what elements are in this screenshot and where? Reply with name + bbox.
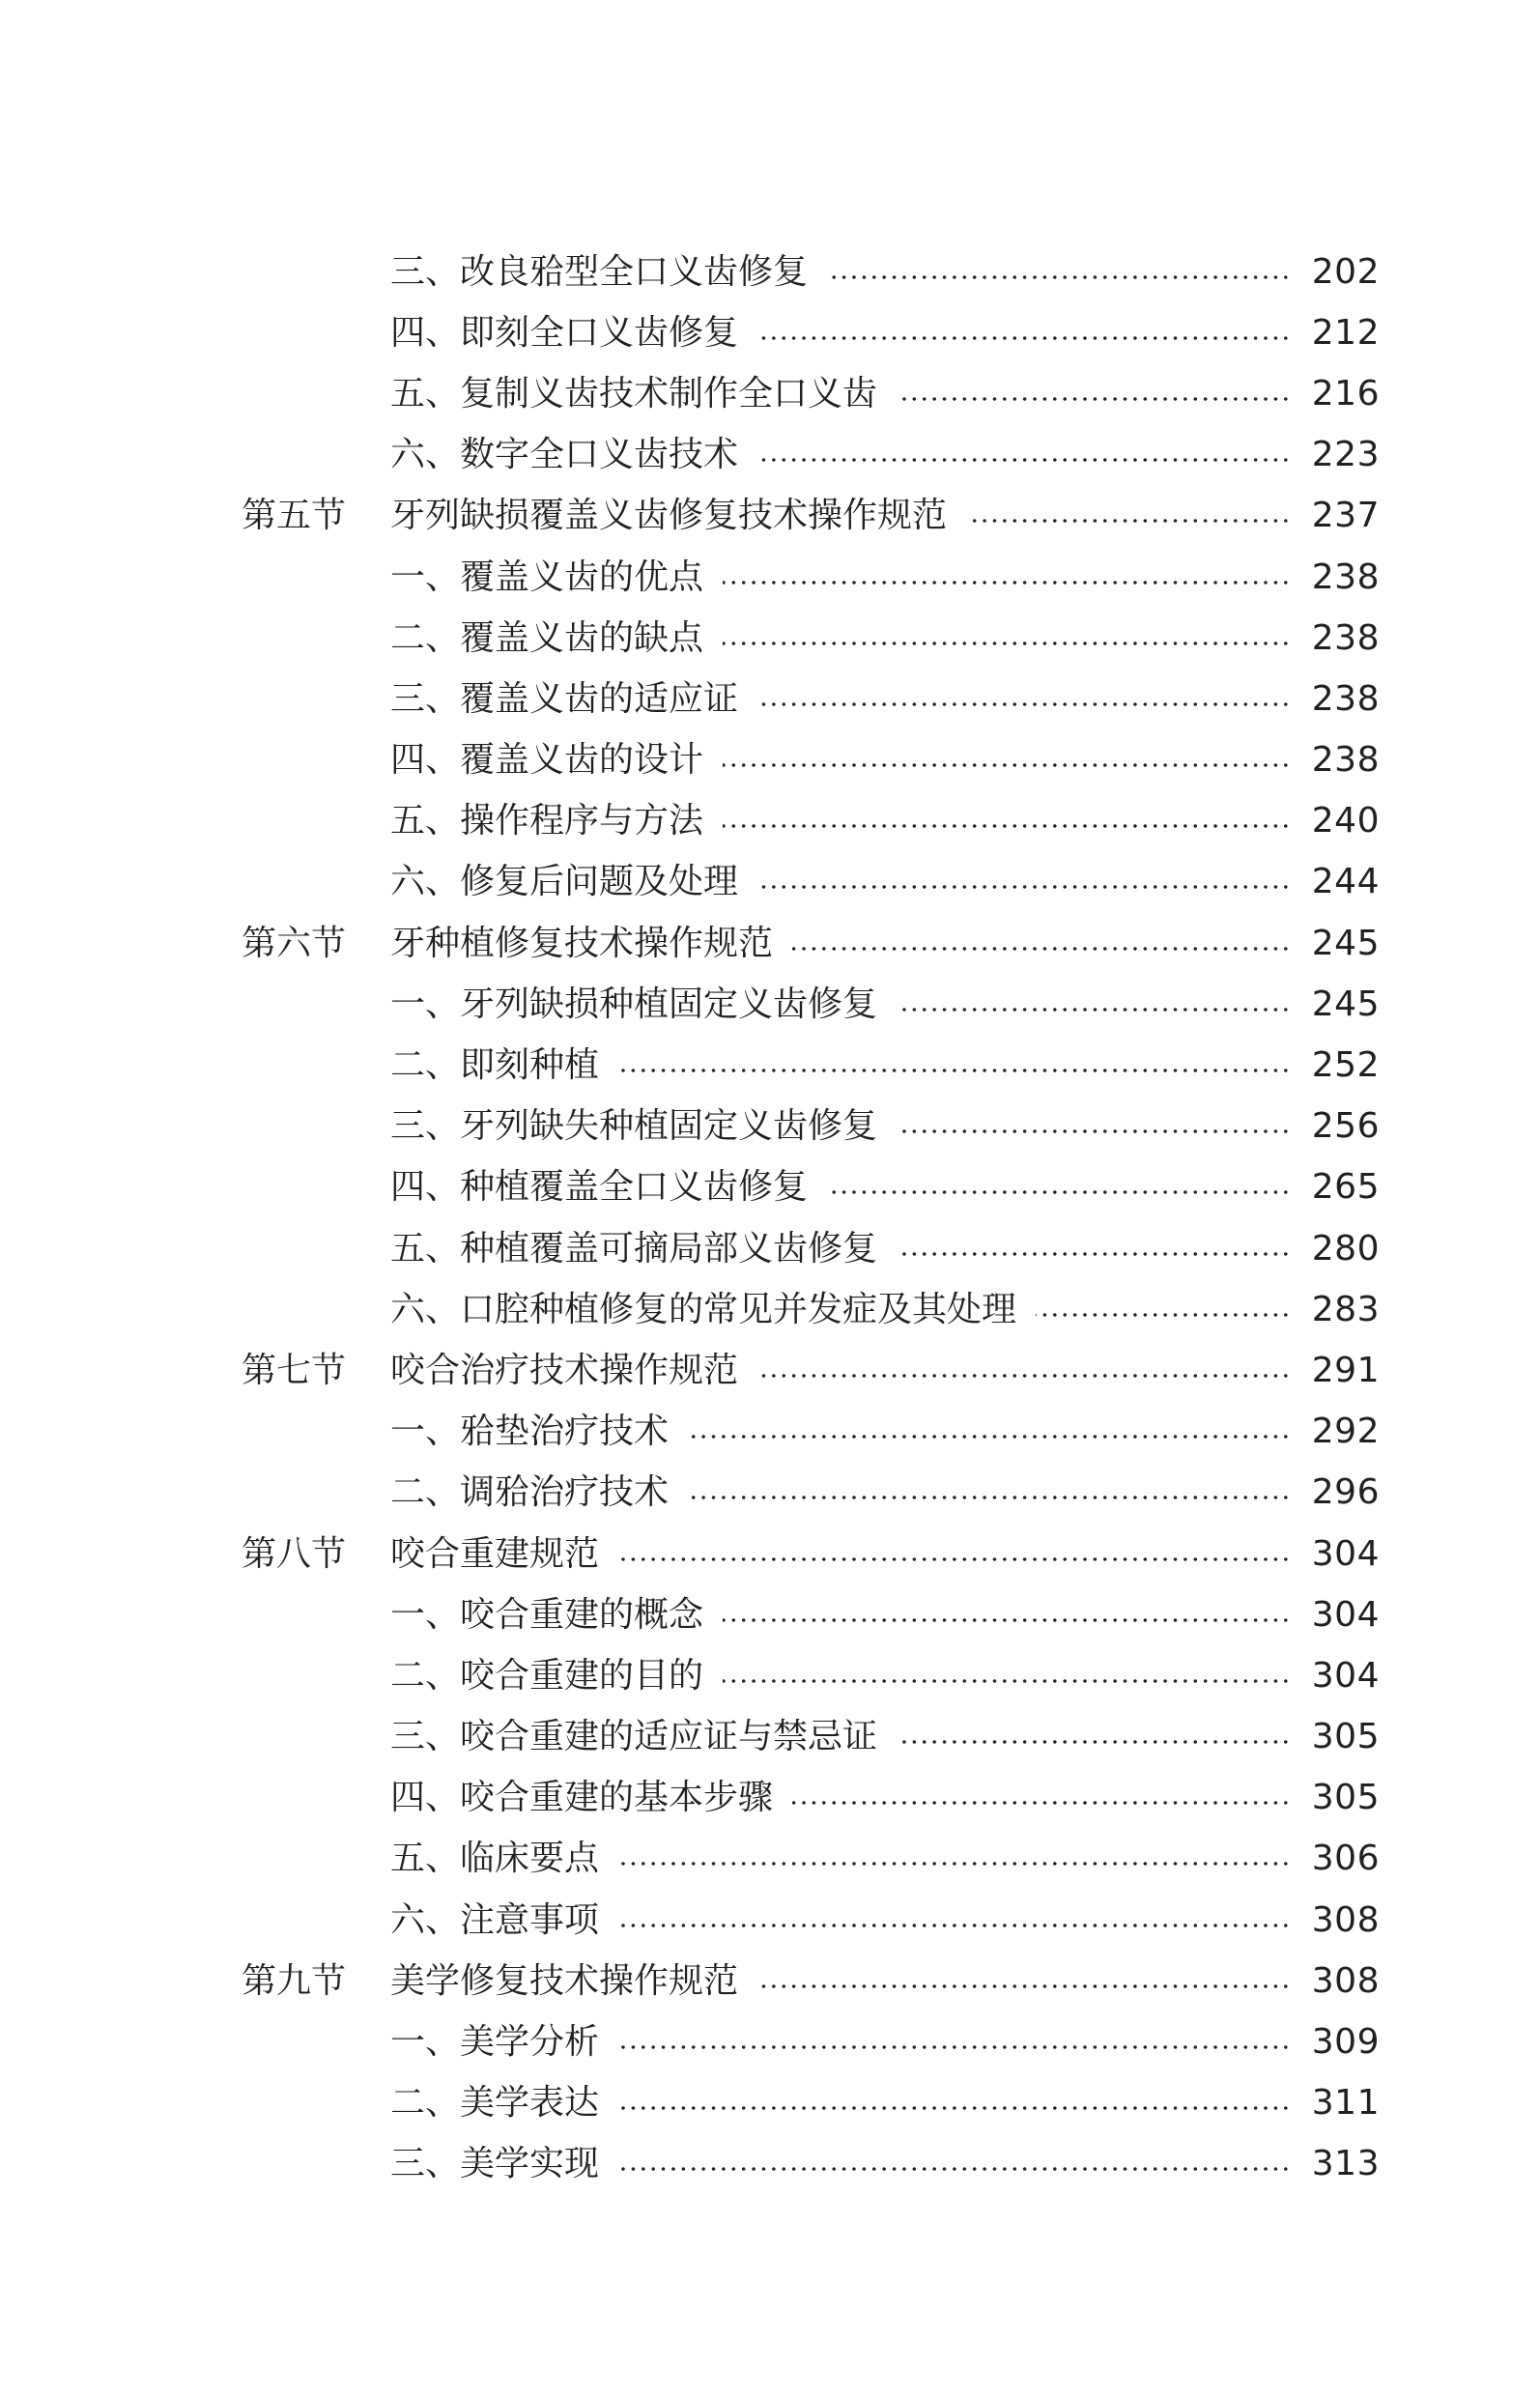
toc-entry-title: 五、复制义齿技术制作全口义齿 (390, 373, 878, 414)
toc-title-wrap (390, 1340, 1291, 1401)
dot-leader (792, 947, 1291, 951)
dot-leader (723, 581, 1291, 585)
toc-title-wrap (390, 302, 1291, 363)
toc-section-label: 第六节 (242, 923, 347, 963)
dot-leader (757, 1984, 1291, 1988)
toc-entry-title: 四、即刻全口义齿修复 (390, 312, 739, 353)
dot-leader (966, 519, 1291, 523)
toc-section-entry[interactable] (0, 486, 1540, 547)
toc-subsection-entry[interactable] (0, 242, 1540, 302)
toc-page-number: 292 (1311, 1412, 1380, 1452)
toc-title-wrap (390, 2073, 1291, 2134)
toc-entry-title: 牙种植修复技术操作规范 (390, 923, 774, 963)
toc-subsection-entry[interactable] (0, 2073, 1540, 2134)
toc-entry-title: 三、牙列缺失种植固定义齿修复 (390, 1106, 878, 1147)
toc-title-wrap (390, 2134, 1291, 2195)
toc-title-wrap (390, 1890, 1291, 1951)
toc-subsection-entry[interactable] (0, 1768, 1540, 1829)
dot-leader (897, 1129, 1291, 1133)
toc-page-number: 265 (1311, 1167, 1380, 1208)
toc-page-number: 244 (1311, 862, 1380, 902)
toc-page-number: 313 (1311, 2144, 1380, 2184)
toc-subsection-entry[interactable] (0, 608, 1540, 669)
toc-title-wrap (390, 1707, 1291, 1768)
toc-entry-title: 美学修复技术操作规范 (390, 1960, 739, 2001)
toc-title-wrap (390, 425, 1291, 486)
toc-page-number: 245 (1311, 984, 1380, 1024)
toc-entry-title: 五、种植覆盖可摘局部义齿修复 (390, 1228, 878, 1269)
toc-subsection-entry[interactable] (0, 2134, 1540, 2195)
toc-subsection-entry[interactable] (0, 425, 1540, 486)
toc-title-wrap (390, 547, 1291, 608)
toc-title-wrap (390, 974, 1291, 1035)
dot-leader (723, 642, 1291, 645)
dot-leader (723, 1679, 1291, 1683)
toc-page-number: 296 (1311, 1472, 1380, 1513)
dot-leader (897, 1008, 1291, 1012)
toc-page-number: 304 (1311, 1594, 1380, 1635)
toc-subsection-entry[interactable] (0, 1035, 1540, 1096)
dot-leader (792, 1801, 1291, 1805)
dot-leader (618, 1069, 1291, 1072)
toc-section-entry[interactable] (0, 1951, 1540, 2011)
toc-entry-title: 二、美学表达 (390, 2083, 600, 2124)
toc-title-wrap (390, 486, 1291, 547)
toc-title-wrap (390, 1157, 1291, 1218)
toc-title-wrap (390, 1218, 1291, 1279)
toc-subsection-entry[interactable] (0, 974, 1540, 1035)
toc-entry-title: 二、咬合重建的目的 (390, 1655, 704, 1696)
dot-leader (757, 336, 1291, 340)
toc-entry-title: 二、即刻种植 (390, 1045, 600, 1086)
dot-leader (757, 702, 1291, 706)
toc-page-number: 238 (1311, 617, 1380, 658)
dot-leader (897, 1252, 1291, 1256)
toc-title-wrap (390, 1584, 1291, 1645)
toc-page-number: 212 (1311, 312, 1380, 353)
toc-entry-title: 五、临床要点 (390, 1839, 600, 1879)
dot-leader (723, 763, 1291, 767)
dot-leader (897, 1740, 1291, 1744)
toc-title-wrap (390, 1524, 1291, 1584)
toc-entry-title: 三、覆盖义齿的适应证 (390, 678, 739, 719)
dot-leader (618, 1862, 1291, 1866)
toc-entry-title: 一、𬌗垫治疗技术 (390, 1412, 670, 1452)
toc-entry-title: 二、调𬌗治疗技术 (390, 1472, 670, 1513)
toc-entry-title: 六、修复后问题及处理 (390, 862, 739, 902)
toc-subsection-entry[interactable] (0, 730, 1540, 791)
toc-subsection-entry[interactable] (0, 1890, 1540, 1951)
toc-page-number: 280 (1311, 1228, 1380, 1269)
dot-leader (688, 1496, 1291, 1499)
toc-subsection-entry[interactable] (0, 1402, 1540, 1463)
toc-subsection-entry[interactable] (0, 547, 1540, 608)
dot-leader (757, 458, 1291, 462)
toc-title-wrap (390, 608, 1291, 669)
toc-section-entry[interactable] (0, 913, 1540, 974)
toc-page-number: 306 (1311, 1839, 1380, 1879)
dot-leader (723, 824, 1291, 828)
toc-page-number: 245 (1311, 923, 1380, 963)
toc-page-number: 308 (1311, 1960, 1380, 2001)
toc-entry-title: 咬合重建规范 (390, 1533, 600, 1574)
toc-title-wrap (390, 1829, 1291, 1890)
toc-section-entry[interactable] (0, 1340, 1540, 1401)
dot-leader (618, 2167, 1291, 2171)
toc-page-number: 238 (1311, 556, 1380, 597)
dot-leader (757, 885, 1291, 889)
toc-subsection-entry[interactable] (0, 2011, 1540, 2072)
toc-page-number: 304 (1311, 1533, 1380, 1574)
toc-page-number: 240 (1311, 801, 1380, 841)
toc-title-wrap (390, 1097, 1291, 1157)
toc-page-number: 305 (1311, 1778, 1380, 1818)
toc-entry-title: 五、操作程序与方法 (390, 801, 704, 841)
toc-entry-title: 咬合治疗技术操作规范 (390, 1350, 739, 1390)
table-of-contents (0, 242, 1540, 2195)
toc-entry-title: 牙列缺损覆盖义齿修复技术操作规范 (390, 496, 948, 536)
toc-entry-title: 六、数字全口义齿技术 (390, 435, 739, 475)
dot-leader (827, 275, 1291, 279)
toc-subsection-entry[interactable] (0, 1463, 1540, 1524)
toc-title-wrap (390, 1768, 1291, 1829)
toc-subsection-entry[interactable] (0, 1097, 1540, 1157)
toc-title-wrap (390, 242, 1291, 302)
toc-title-wrap (390, 1035, 1291, 1096)
toc-subsection-entry[interactable] (0, 1829, 1540, 1890)
dot-leader (688, 1435, 1291, 1439)
toc-title-wrap (390, 852, 1291, 913)
toc-title-wrap (390, 1463, 1291, 1524)
toc-entry-title: 六、口腔种植修复的常见并发症及其处理 (390, 1289, 1017, 1329)
toc-title-wrap (390, 2011, 1291, 2072)
toc-entry-title: 三、美学实现 (390, 2144, 600, 2184)
toc-page-number: 216 (1311, 373, 1380, 414)
toc-subsection-entry[interactable] (0, 791, 1540, 852)
dot-leader (897, 397, 1291, 401)
dot-leader (618, 1557, 1291, 1561)
toc-subsection-entry[interactable] (0, 1584, 1540, 1645)
toc-entry-title: 一、美学分析 (390, 2022, 600, 2063)
toc-page-number: 305 (1311, 1717, 1380, 1757)
toc-title-wrap (390, 791, 1291, 852)
dot-leader (618, 2045, 1291, 2049)
toc-subsection-entry[interactable] (0, 669, 1540, 729)
toc-page-number: 252 (1311, 1045, 1380, 1086)
toc-page-number: 237 (1311, 496, 1380, 536)
dot-leader (618, 2106, 1291, 2110)
toc-title-wrap (390, 363, 1291, 424)
toc-section-entry[interactable] (0, 1524, 1540, 1584)
toc-entry-title: 一、咬合重建的概念 (390, 1594, 704, 1635)
toc-subsection-entry[interactable] (0, 302, 1540, 363)
toc-page-number: 308 (1311, 1899, 1380, 1940)
toc-title-wrap (390, 1279, 1291, 1340)
toc-subsection-entry[interactable] (0, 363, 1540, 424)
dot-leader (757, 1374, 1291, 1378)
dot-leader (827, 1190, 1291, 1194)
toc-page-number: 283 (1311, 1289, 1380, 1329)
toc-title-wrap (390, 669, 1291, 729)
toc-page-number: 311 (1311, 2083, 1380, 2124)
toc-entry-title: 四、覆盖义齿的设计 (390, 740, 704, 781)
toc-page-number: 223 (1311, 435, 1380, 475)
toc-entry-title: 四、种植覆盖全口义齿修复 (390, 1167, 809, 1208)
toc-page-number: 309 (1311, 2022, 1380, 2063)
toc-entry-title: 三、改良𬌗型全口义齿修复 (390, 251, 809, 292)
toc-title-wrap (390, 913, 1291, 974)
toc-subsection-entry[interactable] (0, 1707, 1540, 1768)
toc-subsection-entry[interactable] (0, 1645, 1540, 1706)
toc-subsection-entry[interactable] (0, 1218, 1540, 1279)
dot-leader (723, 1618, 1291, 1622)
dot-leader (618, 1924, 1291, 1927)
toc-entry-title: 四、咬合重建的基本步骤 (390, 1778, 774, 1818)
toc-page-number: 238 (1311, 678, 1380, 719)
toc-entry-title: 一、牙列缺损种植固定义齿修复 (390, 984, 878, 1024)
toc-page-number: 202 (1311, 251, 1380, 292)
toc-title-wrap (390, 1402, 1291, 1463)
toc-section-label: 第九节 (242, 1960, 347, 2001)
toc-page-number: 291 (1311, 1350, 1380, 1390)
toc-entry-title: 三、咬合重建的适应证与禁忌证 (390, 1717, 878, 1757)
toc-title-wrap (390, 1645, 1291, 1706)
dot-leader (1036, 1313, 1291, 1317)
toc-entry-title: 六、注意事项 (390, 1899, 600, 1940)
toc-entry-title: 一、覆盖义齿的优点 (390, 556, 704, 597)
toc-section-label: 第七节 (242, 1350, 347, 1390)
toc-section-label: 第八节 (242, 1533, 347, 1574)
toc-subsection-entry[interactable] (0, 852, 1540, 913)
toc-title-wrap (390, 730, 1291, 791)
toc-page-number: 256 (1311, 1106, 1380, 1147)
toc-subsection-entry[interactable] (0, 1157, 1540, 1218)
toc-subsection-entry[interactable] (0, 1279, 1540, 1340)
toc-page-number: 238 (1311, 740, 1380, 781)
toc-title-wrap (390, 1951, 1291, 2011)
toc-section-label: 第五节 (242, 496, 347, 536)
toc-entry-title: 二、覆盖义齿的缺点 (390, 617, 704, 658)
toc-page-number: 304 (1311, 1655, 1380, 1696)
